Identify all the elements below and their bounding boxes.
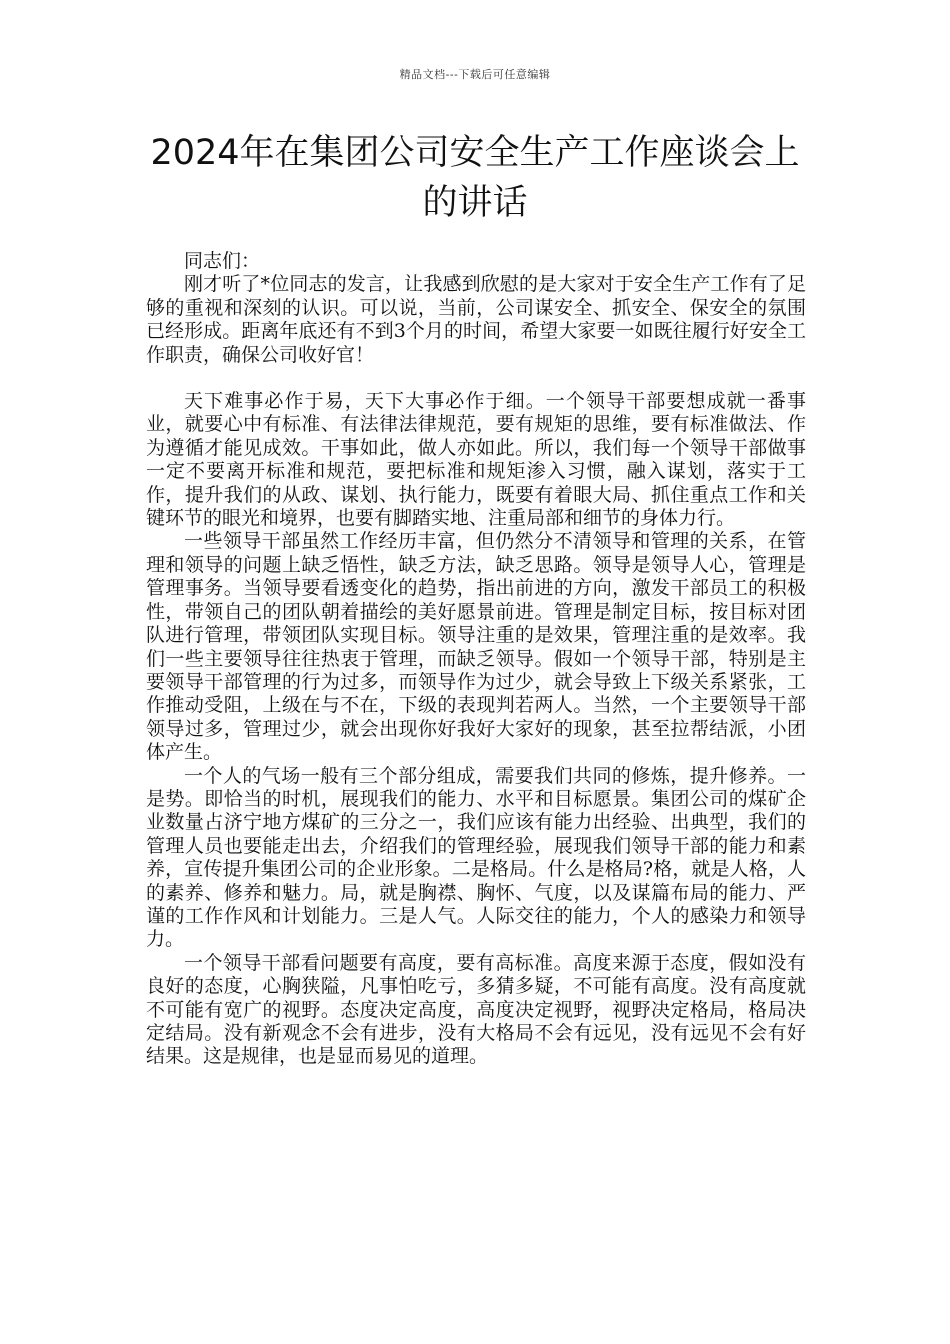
paragraph-4: 一个人的气场一般有三个部分组成，需要我们共同的修炼，提升修养。一是势。即恰当的时机，展现我们的能力、水平和目标愿景。集团公司的煤矿企业数量占济宁地方煤矿的三分之一，我们应该有能力出经验、出典型，我们的管理人员也要能走出去，介绍我们的管理经验，展现我们领导干部的能力和素养，宣传提升集团公司的企业形象。二是格局。什么是格局?格，就是人格，人的素养、修养和魅力。局，就是胸襟、胸怀、气度，以及谋篇布局的能力、严谨的工作作风和计划能力。三是人气。人际交往的能力，个人的感染力和领导力。 bbox=[146, 764, 806, 951]
paragraph-5: 一个领导干部看问题要有高度，要有高标准。高度来源于态度，假如没有良好的态度，心胸狭隘，凡事怕吃亏，多猜多疑，不可能有高度。没有高度就不可能有宽广的视野。态度决定高度，高度决定视野，视野决定格局，格局决定结局。没有新观念不会有进步，没有大格局不会有远见，没有远见不会有好结果。这是规律，也是显而易见的道理。 bbox=[146, 951, 806, 1068]
paragraph-1: 刚才听了*位同志的发言，让我感到欣慰的是大家对于安全生产工作有了足够的重视和深刻的认识。可以说，当前，公司谋安全、抓安全、保安全的氛围已经形成。距离年底还有不到3个月的时间，希望大家要一如既往履行好安全工作职责，确保公司收好官！ bbox=[146, 273, 806, 366]
document-body bbox=[146, 250, 806, 1069]
paragraph-3: 一些领导干部虽然工作经历丰富，但仍然分不清领导和管理的关系，在管理和领导的问题上缺乏悟性，缺乏方法，缺乏思路。领导是领导人心，管理是管理事务。当领导要看透变化的趋势，指出前进的方向，激发干部员工的积极性，带领自己的团队朝着描绘的美好愿景前进。管理是制定目标，按目标对团队进行管理，带领团队实现目标。领导注重的是效果，管理注重的是效率。我们一些主要领导往往热衷于管理，而缺乏领导。假如一个领导干部，特别是主要领导干部管理的行为过多，而领导作为过少，就会导致上下级关系紧张，工作推动受阻，上级在与不在，下级的表现判若两人。当然，一个主要领导干部领导过多，管理过少，就会出现你好我好大家好的现象，甚至拉帮结派，小团体产生。 bbox=[146, 530, 806, 764]
greeting: 同志们： bbox=[184, 250, 261, 272]
paragraph-2: 天下难事必作于易，天下大事必作于细。一个领导干部要想成就一番事业，就要心中有标准、有法律法律规范，要有规矩的思维，要有标准做法、作为遵循才能见成效。干事如此，做人亦如此。所以，我们每一个领导干部做事一定不要离开标准和规范，要把标准和规矩渗入习惯，融入谋划，落实于工作，提升我们的从政、谋划、执行能力，既要有着眼大局、抓住重点工作和关键环节的眼光和境界，也要有脚踏实地、注重局部和细节的身体力行。 bbox=[146, 390, 806, 530]
header-note: 精品文档---下载后可任意编辑 bbox=[399, 68, 551, 81]
document-title: 2024年在集团公司安全生产工作座谈会上的讲话 bbox=[150, 133, 800, 223]
